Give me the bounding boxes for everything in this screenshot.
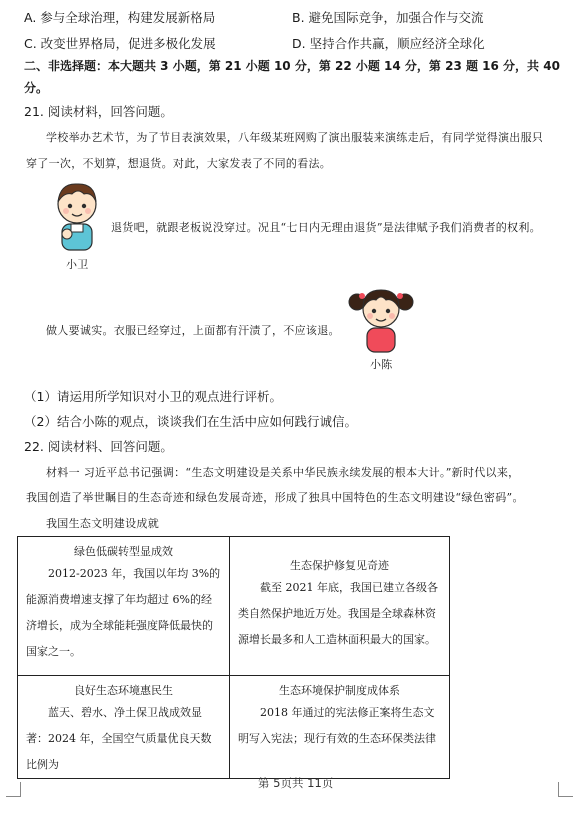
q22-title: 22. 阅读材料、回答问题。 (24, 439, 173, 454)
q21-material-line2: 穿了一次，不划算，想退货。对此，大家发表了不同的看法。 (26, 157, 332, 170)
xiaochen-speech: 做人要诚实。衣服已经穿过，上面都有汗渍了，不应该退。 (46, 324, 340, 337)
cell-text: 2018 年通过的宪法修正案将生态文明写入宪法；现行有效的生态环保类法律 (238, 706, 436, 745)
cell-text: 截至 2021 年底，我国已建立各级各类自然保护地近万处。我国是全球森林资源增长最多和人工造林面积最大的国家。 (238, 581, 438, 646)
xiaowei-speech: 退货吧，就跟老板说没穿过。况且“七日内无理由退货”是法律赋予我们消费者的权利。 (111, 221, 541, 234)
corner-mark-right (558, 782, 573, 797)
table-cell (230, 676, 450, 779)
cell-title: 绿色低碳转型显成效 (74, 545, 173, 558)
q21-sub2: （2）结合小陈的观点，谈谈我们在生活中应如何践行诚信。 (24, 414, 357, 429)
cell-title: 生态环境保护制度成体系 (279, 684, 400, 697)
corner-mark-left (6, 782, 21, 797)
cell-text: 2012-2023 年，我国以年均 3%的能源消费增速支撑了年均超过 6%的经济增长，成为全球能耗强度降低最快的国家之一。 (26, 567, 221, 658)
option-d: D. 坚持合作共赢，顺应经济全球化 (292, 36, 485, 51)
q22-material1-line2: 我国创造了举世瞩目的生态奇迹和绿色发展奇迹，形成了独具中国特色的生态文明建设“绿色密码”。 (26, 491, 524, 504)
girl-avatar (348, 284, 414, 354)
table-caption: 我国生态文明建设成就 (46, 517, 159, 530)
option-a: A. 参与全球治理，构建发展新格局 (24, 10, 216, 25)
table-cell (230, 537, 450, 676)
option-c: C. 改变世界格局，促进多极化发展 (24, 36, 216, 51)
cell-title: 生态保护修复见奇迹 (290, 559, 389, 572)
cell-text: 蓝天、碧水、净土保卫战成效显著：2024 年，全国空气质量优良天数比例为 (26, 706, 212, 771)
cell-title: 良好生态环境惠民生 (74, 684, 173, 697)
boy-avatar (48, 180, 106, 252)
q22-material1-line1: 材料一 习近平总书记强调：“生态文明建设是关系中华民族永续发展的根本大计。”新时代以来， (46, 466, 520, 479)
xiaowei-name: 小卫 (66, 258, 89, 271)
q21-sub1: （1）请运用所学知识对小卫的观点进行评析。 (24, 389, 282, 404)
section-header-cont: 分。 (24, 81, 49, 95)
table-cell (18, 676, 230, 779)
option-b: B. 避免国际竞争，加强合作与交流 (292, 10, 484, 25)
section-header: 二、非选择题：本大题共 3 小题，第 21 小题 10 分，第 22 小题 14 分，第 23 题 16 分，共 40 (24, 59, 560, 73)
xiaochen-name: 小陈 (370, 358, 393, 371)
q21-title: 21. 阅读材料，回答问题。 (24, 104, 173, 119)
q21-material-line1: 学校举办艺术节，为了节目表演效果，八年级某班网购了演出服装来演练走后，有同学觉得演出服只 (46, 131, 544, 144)
table-cell (18, 537, 230, 676)
achievements-table (17, 536, 450, 779)
page-number: 第 5页共 11页 (258, 776, 334, 790)
